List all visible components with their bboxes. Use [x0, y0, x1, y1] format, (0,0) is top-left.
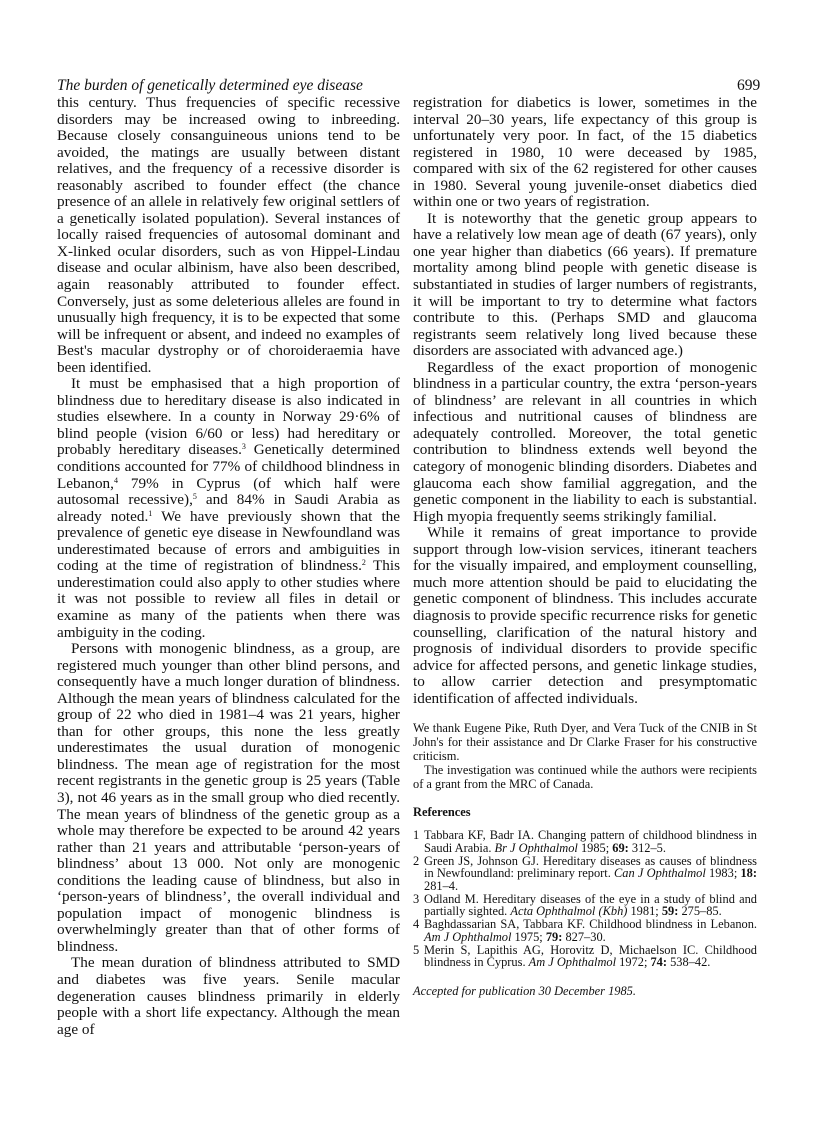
- running-title: The burden of genetically determined eye disease: [57, 77, 363, 94]
- reference-number: 1: [413, 828, 420, 843]
- left-column: [57, 95, 400, 1038]
- reference-number: 2: [413, 853, 420, 868]
- citation: 5: [192, 492, 197, 502]
- reference-item: [413, 944, 757, 969]
- reference-pages: 281–4.: [424, 879, 459, 894]
- acknowledgements: [413, 721, 757, 791]
- reference-journal: Am J Ophthalmol: [424, 929, 512, 944]
- reference-list: [413, 829, 757, 969]
- paragraph: It is noteworthy that the genetic group appears to have a relatively low mean age of death (67 years), only one year higher than diabetics (66 years). If premature mortality among blind people with genetic disease is substantiated in studies of larger numbers of registrants, it will be important to try to determine what factors contribute to this. (Perhaps SMD and glaucoma registrants seem relatively long lived because these disorders are associated with advanced age.): [413, 209, 757, 360]
- citation: 4: [113, 475, 118, 485]
- reference-text: Merin S, Lapithis AG, Horovitz D, Michaelson IC. Childhood blindness in Cyprus.: [424, 942, 757, 970]
- paragraph: The mean duration of blindness attributed to SMD and diabetes was five years. Senile macular degeneration causes blindness primarily in elderly people with a short life expectancy. Although the mean age of: [57, 954, 400, 1038]
- right-column: [413, 95, 757, 1000]
- reference-number: 5: [413, 942, 420, 957]
- reference-number: 3: [413, 891, 420, 906]
- paragraph: Persons with monogenic blindness, as a group, are registered much younger than other blind persons, and consequently have a much longer duration of blindness. Although the mean years of blindness calculated for the group of 22 who died in 1981–4 was 21 years, higher than for other groups, this none the less greatly underestimates the usual duration of monogenic blindness. The mean age of registration for the most recent registrants in the genetic group is 25 years (Table 3), not 46 years as in the small group who died recently. The mean years of blindness of the genetic group as a whole may therefore be expected to be around 42 years rather than 21 years and attributable ‘person-years of blindness’ about 13 000. Not only are monogenic conditions the leading cause of blindness, but also in ‘person-years of blindness’, the overall individual and population impact of monogenic blindness is overwhelmingly greater than that of other forms of blindness.: [57, 640, 400, 955]
- page-number: 699: [737, 77, 761, 94]
- reference-volume: 74:: [650, 955, 668, 970]
- reference-year: 1985;: [577, 840, 613, 855]
- paragraph: this century. Thus frequencies of specific recessive disorders may be increased owing to inbreeding. Because closely consanguineous unions tend to be avoided, the matings are usually between distant relatives, and the frequency of a recessive disorder is reasonably ascribed to founder effect (the chance presence of an allele in relatively few original settlers of a genetically isolated population). Several instances of locally raised frequencies of autosomal dominant and X-linked ocular disorders, such as von Hippel-Lindau disease and ocular albinism, have also been described, again reasonably attributed to founder effect. Conversely, just as some deleterious alleles are found in unusually high frequency, it is to be expected that some will be infrequent or absent, and indeed no examples of Best's macular dystrophy or of choroideraemia have been identified.: [57, 94, 400, 376]
- reference-year: 1981;: [627, 904, 662, 919]
- reference-journal: Can J Ophthalmol: [614, 866, 706, 881]
- reference-year: 1972;: [616, 955, 651, 970]
- citation: 1: [148, 508, 153, 518]
- reference-pages: 538–42.: [667, 955, 711, 970]
- text: We have previously shown that the prevalence of genetic eye disease in Newfoundland was underestimated because of errors and ambiguities in coding at the time of registration of blindness.: [57, 507, 401, 575]
- reference-item: [413, 855, 757, 893]
- acknowledgement-text: The investigation was continued while the authors were recipients of a grant from the MRC of Canada.: [413, 763, 757, 792]
- paragraph: Regardless of the exact proportion of monogenic blindness in a particular country, the extra ‘person-years of blindness’ are relevant in all countries in which infectious and nutritional causes of blindness are adequately controlled. Moreover, the total genetic contribution to blindness extends well beyond the category of monogenic blinding disorders. Diabetes and glaucoma each show familial aggregation, and the genetic component in the liability to each is substantial. High myopia frequently seems strikingly familial.: [413, 358, 757, 525]
- reference-volume: 18:: [740, 866, 758, 881]
- reference-journal: Br J Ophthalmol: [494, 840, 578, 855]
- reference-pages: 312–5.: [628, 840, 666, 855]
- paragraph: [57, 376, 400, 641]
- paragraph: While it remains of great importance to provide support through low-vision services, itinerant teachers for the visually impaired, and employment counselling, much more attention should be paid to elucidating the genetic component of blindness. This includes accurate diagnosis to provide specific recurrence risks for genetic counselling, clarification of the natural history and prognosis of individual disorders to provide specific advice for affected persons, and genetic linkage studies, to allow carrier detection and presymptomatic identification of affected individuals.: [413, 524, 757, 707]
- text: It must be emphasised that a high proportion of blindness due to hereditary disease is also indicated in studies elsewhere. In a county in Norway 29·6% of blind people (vision 6/60 or less) had hereditary or probably hereditary diseases.: [57, 375, 400, 459]
- reference-item: [413, 893, 757, 918]
- reference-year: 1983;: [705, 866, 741, 881]
- reference-year: 1975;: [511, 929, 546, 944]
- reference-text: Odland M. Hereditary diseases of the eye in a study of blind and partially sighted.: [424, 891, 757, 919]
- reference-item: [413, 829, 757, 854]
- reference-pages: 827–30.: [562, 929, 606, 944]
- reference-volume: 59:: [661, 904, 679, 919]
- citation: 2: [361, 558, 366, 568]
- reference-volume: 69:: [612, 840, 629, 855]
- text: This underestimation could also apply to other studies where it was not possible to review all files in detail or examine as many of the patients when there was ambiguity in the coding.: [57, 557, 400, 641]
- accepted-date-note: Accepted for publication 30 December 1985.: [413, 983, 636, 998]
- paragraph: registration for diabetics is lower, sometimes in the interval 20–30 years, life expectancy of this group is unfortunately very poor. In fact, of the 15 diabetics registered in 1980, 10 were deceased by 1985, compared with six of the 62 registered for other causes in 1980. Several young juvenile-onset diabetics died within one or two years of registration.: [413, 94, 757, 211]
- acknowledgement-text: We thank Eugene Pike, Ruth Dyer, and Vera Tuck of the CNIB in St John's for their assistance and Dr Clarke Fraser for his constructive criticism.: [413, 721, 757, 764]
- reference-volume: 79:: [545, 929, 563, 944]
- reference-journal: Am J Ophthalmol: [528, 955, 617, 970]
- text: and 84% in Saudi Arabia as already noted.: [57, 491, 401, 525]
- text: 79% in Cyprus (of which half were autosomal recessive),: [57, 474, 400, 509]
- reference-text: Green JS, Johnson GJ. Hereditary diseases as causes of blindness in Newfoundland: preliminary report.: [424, 853, 757, 881]
- reference-text: Baghdassarian SA, Tabbara KF. Childhood blindness in Lebanon.: [424, 917, 757, 932]
- citation: 3: [241, 442, 246, 452]
- reference-pages: 275–85.: [678, 904, 722, 919]
- reference-journal: Acta Ophthalmol (Kbh): [510, 904, 628, 919]
- reference-number: 4: [413, 917, 420, 932]
- text: Genetically determined conditions accounted for 77% of childhood blindness in Lebanon,: [57, 441, 401, 492]
- reference-text: Tabbara KF, Badr IA. Changing pattern of childhood blindness in Saudi Arabia.: [424, 828, 757, 855]
- reference-item: [413, 918, 757, 943]
- references-heading: References: [413, 805, 471, 820]
